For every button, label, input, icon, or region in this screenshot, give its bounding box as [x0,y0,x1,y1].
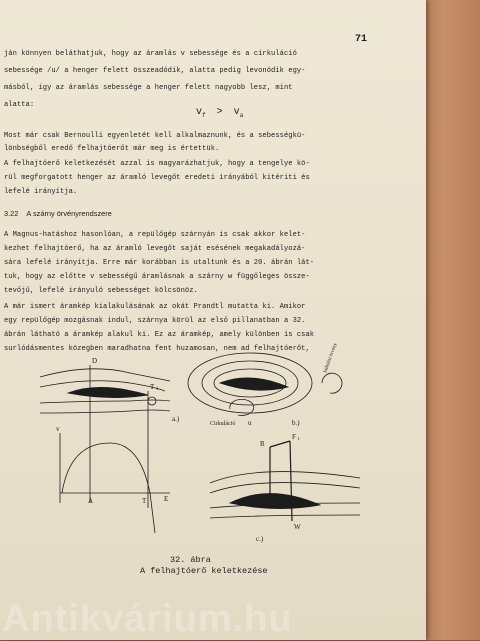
label-A: A [88,497,94,505]
inequality-formula: $v_f > v_a$ [196,107,244,119]
label-u: u [248,419,252,427]
table-background [422,0,480,640]
watermark: Antikvárium.hu [2,598,293,640]
label-T1-sub: 1 [156,387,159,392]
text-line: ján könnyen beláthatjuk, hogy az áramlás v sebessége és a cirkuláció [4,50,297,58]
label-indulasi-orveny: Indulási örvény [323,343,339,374]
figure-caption-number: 32. ábra [170,555,211,565]
label-F-sub: t [298,437,300,442]
text-line: A felhajtóerő keletkezését azzal is magyarázhatjuk, hogy a tengelye kö- [4,160,310,168]
section-heading: 3.22 A szárny örvényrendszere [4,209,112,218]
page-number: 71 [355,34,368,45]
label-panel-c: c.) [256,535,264,543]
label-T1-axis: T [142,497,147,505]
label-R: R [260,440,265,448]
label-panel-a: a.) [172,415,180,423]
label-F: F [292,433,296,441]
label-v: v [56,425,60,433]
text-line: másból, így az áramlás sebessége a henger felett nagyobb lesz, mint [4,84,293,92]
text-line: tuk, hogy az előtte v sebességű áramlásnak a szárny w függőleges össze- [4,273,310,281]
text-line: kezhet felhajtóerő, ha az áramló levegőt saját esésének megakadályozá- [4,245,306,253]
text-line: A Magnus-hatáshoz hasonlóan, a repülőgép szárnyán is csak akkor kelet- [4,231,306,239]
label-cirkulacio: Cirkuláció [210,421,236,427]
text-line: alatta: [4,101,35,109]
figure-32 [30,343,380,553]
label-T1: T [150,383,155,391]
text-line: A már ismert áramkép kialakulásának az okát Prandtl mutatta ki. Amikor [4,303,306,311]
text-line: sára lefelé irányítja. Erre már korábban is utaltunk és a 20. ábrán lát- [4,259,315,267]
label-D: D [92,357,98,365]
label-W: W [294,523,301,531]
text-line: tevőjű, lefelé irányuló sebességet kölcsönöz. [4,287,198,295]
figure-caption-title: A felhajtóerő keletkezése [140,566,268,576]
label-E: E [164,495,169,503]
text-line: egy repülőgép mozgásnak indul, szárnya körül az első pillanatban a 32. [4,317,306,325]
text-line: sebessége /u/ a henger felett összeadódik, alatta pedig levonódik egy- [4,67,306,75]
label-panel-b: b.) [292,419,300,427]
text-line: lefelé irányítja. [4,188,78,196]
text-line: ábrán látható a áramkép alakul ki. Ez az áramkép, amely különben is csak [4,331,315,339]
text-line: Most már csak Bernoulli egyenletét kell alkalmaznunk, és a sebességkü- [4,132,306,140]
text-line: surlódásmentes közegben maradhatna fent huzamosan, nem ad felhajtóerőt, [4,345,310,353]
text-line: lönbségből eredő felhajtóerőt már meg is értettük. [4,145,220,153]
text-line: rül megforgatott henger az áramló levegőt eredeti irányából kitériti és [4,174,310,182]
